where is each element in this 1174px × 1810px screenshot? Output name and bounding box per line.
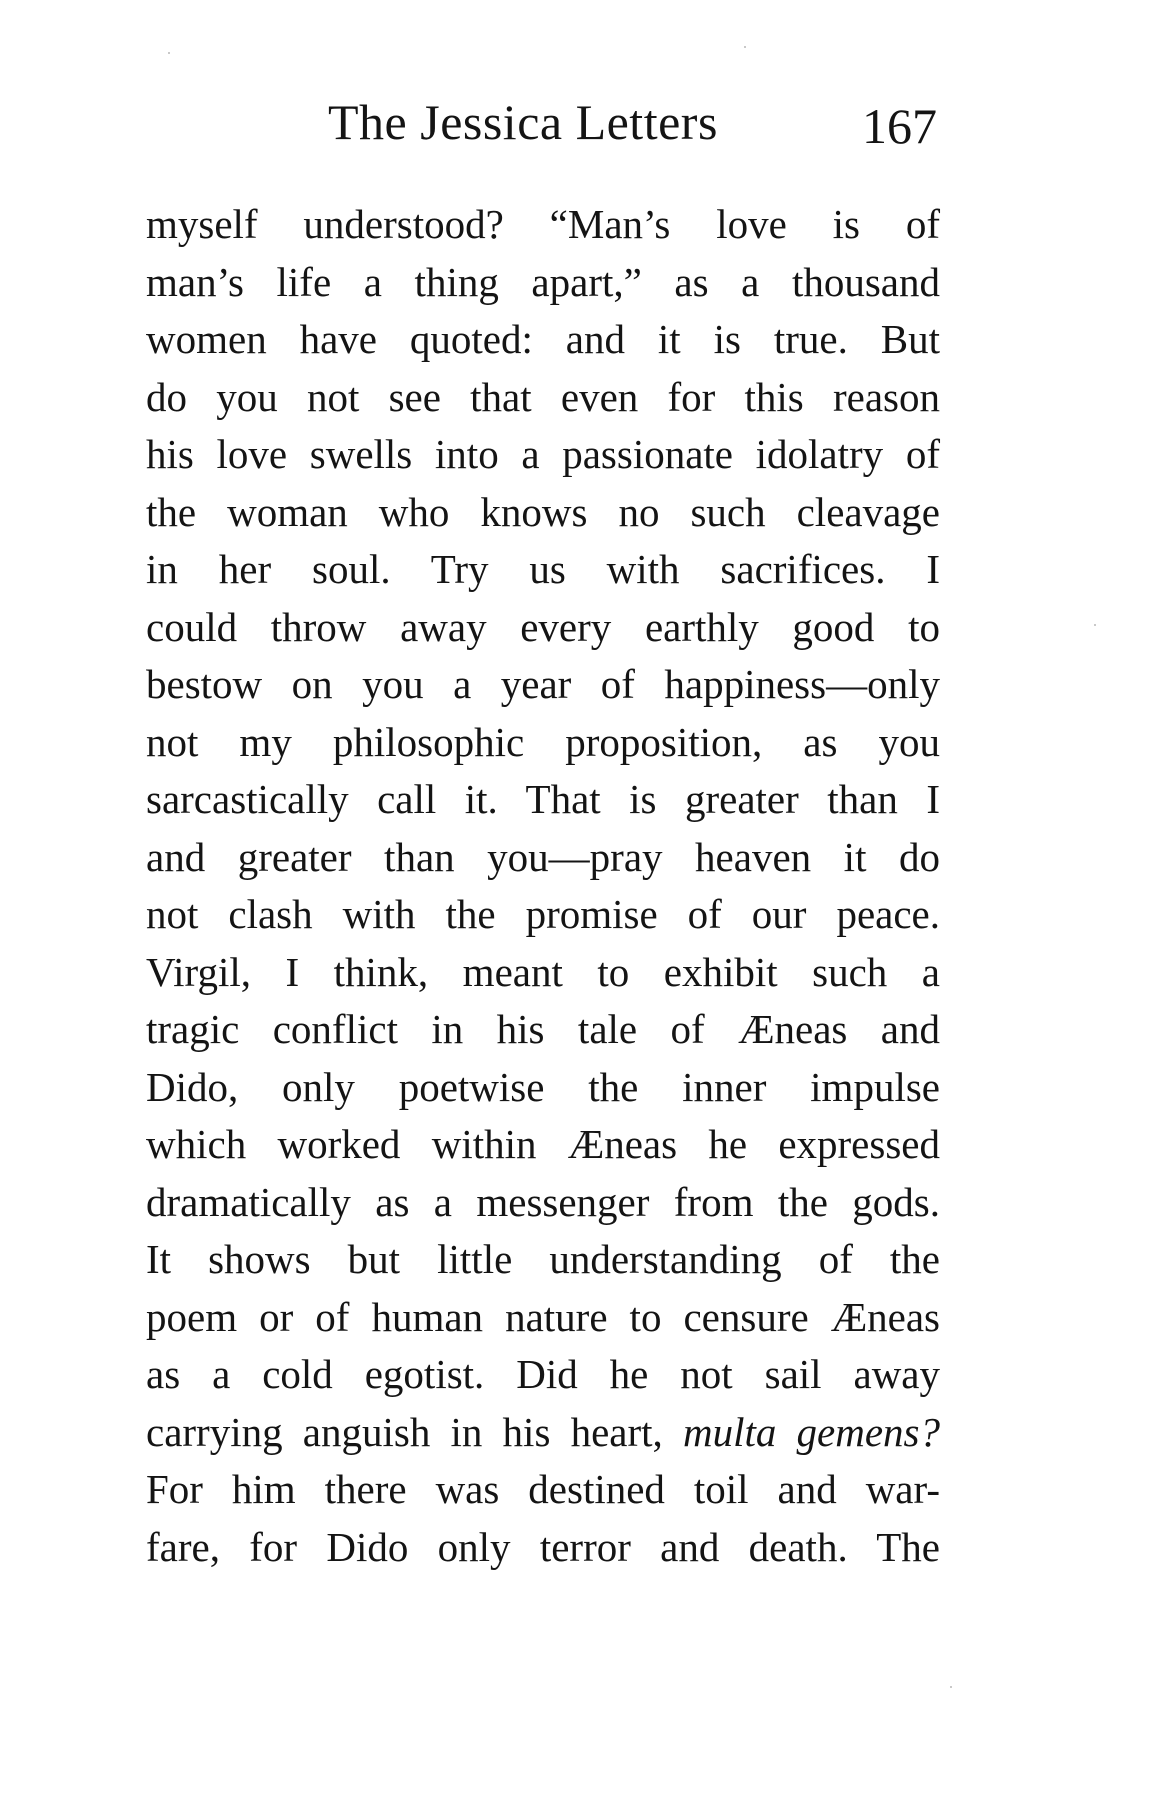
text-line: women have quoted: and it is true. But xyxy=(146,316,940,362)
text-line: tragic conflict in his tale of Æneas and xyxy=(146,1006,940,1052)
text-line: It shows but little understanding of the xyxy=(146,1236,940,1282)
text-line: and greater than you—pray heaven it do xyxy=(146,833,940,880)
text-line: dramatically as a messenger from the gods. xyxy=(146,1178,940,1225)
text-line: not clash with the promise of our peace. xyxy=(146,891,940,937)
text-line: do you not see that even for this reason xyxy=(146,373,940,420)
text-line: fare, for Dido only terror and death. The xyxy=(146,1523,940,1570)
text-line: in her soul. Try us with sacrifices. I xyxy=(146,546,940,592)
page-header xyxy=(0,92,1174,162)
text-line: Virgil, I think, meant to exhibit such a xyxy=(146,948,940,995)
text-line: could throw away every earthly good to xyxy=(146,603,940,650)
text-line: which worked within Æneas he expressed xyxy=(146,1121,940,1167)
text-line: not my philosophic proposition, as you xyxy=(146,718,940,765)
paper-speck xyxy=(950,1686,952,1688)
text-line: bestow on you a year of happiness—only xyxy=(146,661,940,707)
text-line: myself understood? “Man’s love is of xyxy=(146,201,940,247)
text-line: poem or of human nature to censure Æneas xyxy=(146,1293,940,1340)
text-line-with-italic xyxy=(146,1404,940,1462)
text-line: his love swells into a passionate idolatry of xyxy=(146,431,940,477)
text-line: Dido, only poetwise the inner impulse xyxy=(146,1063,940,1110)
running-title: The Jessica Letters xyxy=(328,94,718,150)
text-line: as a cold egotist. Did he not sail away xyxy=(146,1351,940,1397)
paper-speck xyxy=(1094,624,1096,626)
text-line: sarcastically call it. That is greater than I xyxy=(146,776,940,822)
page-number: 167 xyxy=(862,98,937,154)
text-line: For him there was destined toil and war- xyxy=(146,1466,940,1512)
text-line: man’s life a thing apart,” as a thousand xyxy=(146,258,940,305)
paper-speck xyxy=(168,52,170,54)
latin-phrase: multa gemens? xyxy=(682,1408,940,1455)
paper-speck xyxy=(744,46,746,48)
body-text xyxy=(146,196,940,1576)
text-line: the woman who knows no such cleavage xyxy=(146,488,940,535)
line-prefix: carrying anguish in his heart, xyxy=(146,1408,663,1455)
